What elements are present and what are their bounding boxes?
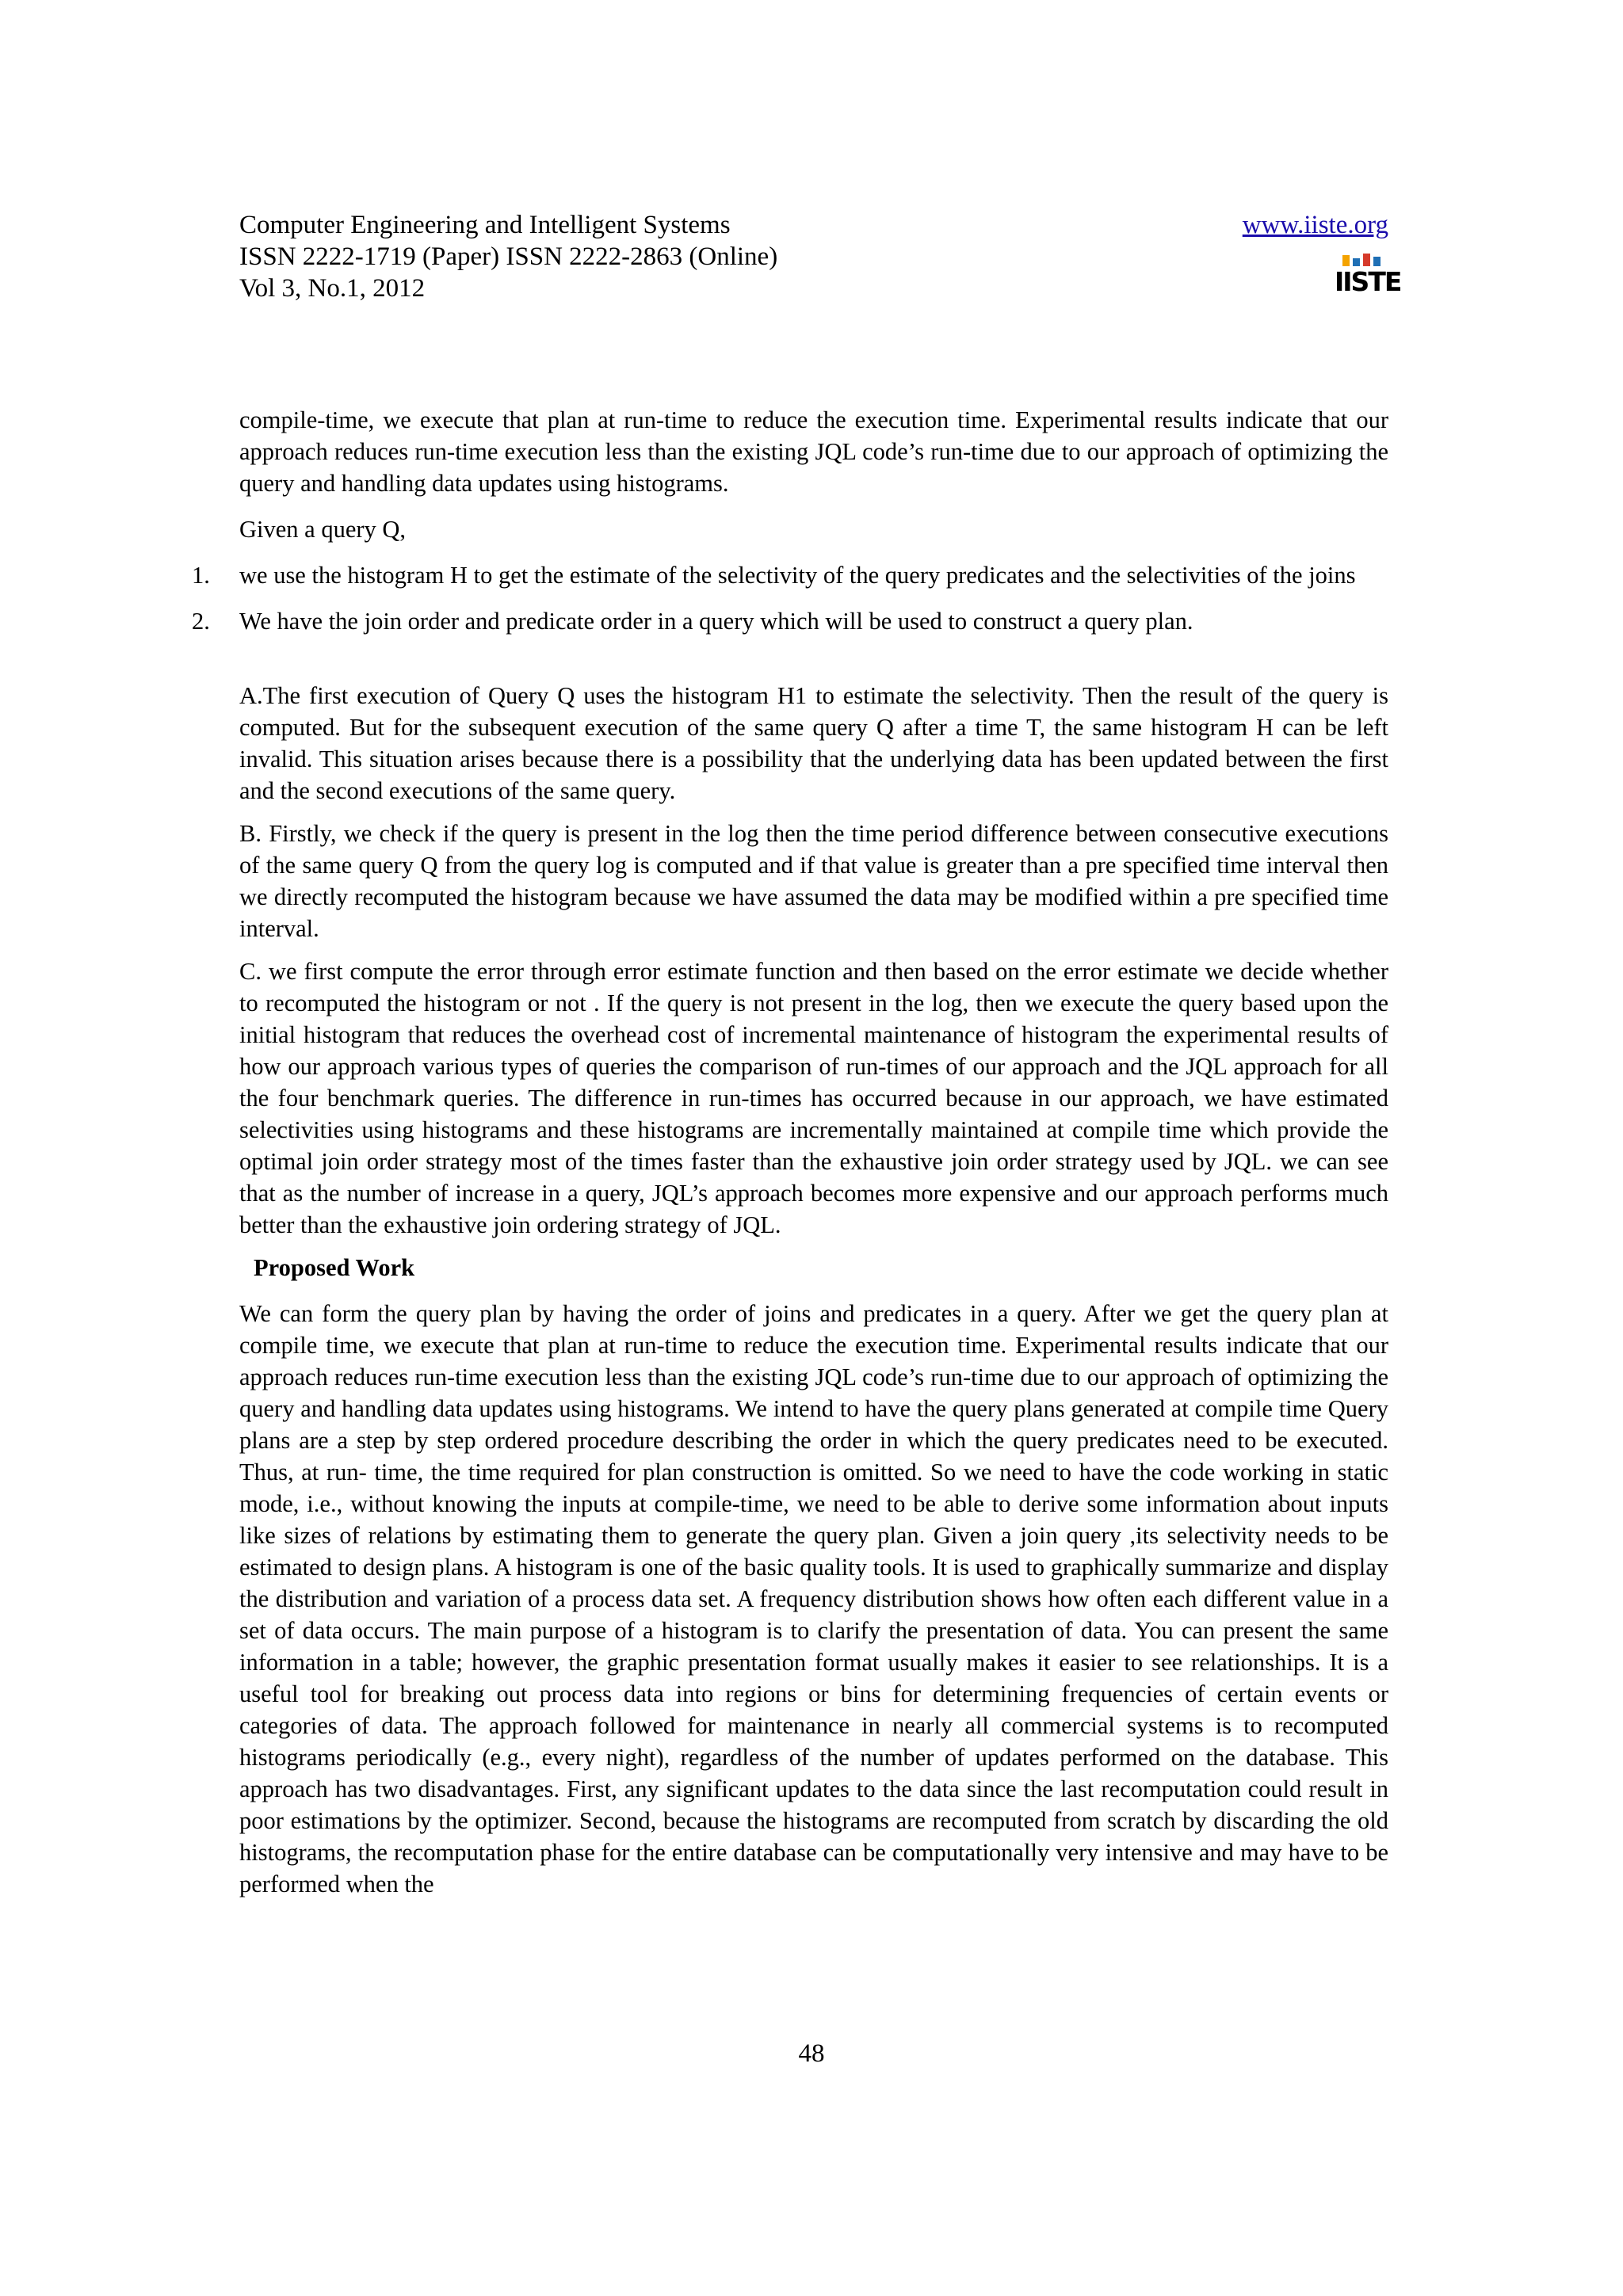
logo-bar — [1373, 257, 1381, 266]
list-text: We have the join order and predicate order in a query which will be used to construct a query plan. — [239, 608, 1193, 635]
logo-bar — [1342, 255, 1350, 266]
volume-line: Vol 3, No.1, 2012 — [239, 274, 426, 303]
section-heading: Proposed Work — [254, 1254, 415, 1281]
paragraph-a: A.The first execution of Query Q uses the histogram H1 to estimate the selectivity. Then the result of the query is computed. But for the subsequent execution of the same query Q after a time T, the same histogram H can be left invalid. This situation arises because there is a possibility that the underlying data has been updated between the first and the second executions of the same query. — [239, 682, 1388, 804]
page-number: 48 — [798, 2039, 825, 2068]
iiste-logo — [1335, 252, 1401, 301]
paragraph-b: B. Firstly, we check if the query is present in the log then the time period difference between consecutive executions of the same query Q from the query log is computed and if that value is greater than a pre specified time interval then we directly recomputed the histogram because we have assumed the data may be modified within a pre specified time interval. — [239, 820, 1388, 942]
list-number: 2. — [192, 608, 210, 635]
logo-text: IISTE — [1335, 266, 1401, 297]
list-number: 1. — [192, 562, 210, 589]
intro-paragraph: compile-time, we execute that plan at run-time to reduce the execution time. Experimental results indicate that our approach reduces run-time execution less than the existing JQL code’s run-time due to our approach of optimizing the query and handling data updates using histograms. — [239, 406, 1388, 497]
list-item — [192, 559, 1388, 591]
given-line: Given a query Q, — [239, 516, 407, 543]
proposed-work-paragraph: We can form the query plan by having the order of joins and predicates in a query. After we get the query plan at compile time, we execute that plan at run-time to reduce the execution time. Experimental results indicate that our approach reduces run-time execution less than the existing JQL code’s run-time due to our approach of optimizing the query and handling data updates using histograms. We intend to have the query plans generated at compile time Query plans are a step by step ordered procedure describing the order in which the query predicates need to be executed. Thus, at run- time, the time required for plan construction is omitted. So we need to have the code working in static mode, i.e., without knowing the inputs at compile-time, we need to be able to derive some information about inputs like sizes of relations by estimating them to generate the query plan. Given a join query ,its selectivity needs to be estimated to design plans. A histogram is one of the basic quality tools. It is used to graphically summarize and display the distribution and variation of a process data set. A frequency distribution shows how often each different value in a set of data occurs. The main purpose of a histogram is to clarify the presentation of data. You can present the same information in a table; however, the graphic presentation format usually makes it easier to see relationships. It is a useful tool for breaking out process data into regions or bins for determining frequencies of certain events or categories of data. The approach followed for maintenance in nearly all commercial systems is to recomputed histograms periodically (e.g., every night), regardless of the number of updates performed on the database. This approach has two disadvantages. First, any significant updates to the data since the last recomputation could result in poor estimations by the optimizer. Second, because the histograms are recomputed from scratch by discarding the old histograms, the recomputation phase for the entire database can be computationally very intensive and may have to be performed when the — [239, 1300, 1388, 1897]
website-link[interactable]: www.iiste.org — [1242, 211, 1388, 239]
page-body — [192, 404, 1388, 1900]
paragraph-c: C. we first compute the error through error estimate function and then based on the error estimate we decide whether to recomputed the histogram or not . If the query is not present in the log, then we execute the query based upon the initial histogram that reduces the overhead cost of incremental maintenance of histogram the experimental results of how our approach various types of queries the comparison of run-times of our approach and the JQL approach for all the four benchmark queries. The difference in run-times has occurred because in our approach, we have estimated selectivities using histograms and these histograms are incrementally maintained at compile time which provide the optimal join order strategy most of the times faster than the exhaustive join order strategy used by JQL. we can see that as the number of increase in a query, JQL’s approach becomes more expensive and our approach performs much better than the exhaustive join ordering strategy of JQL. — [239, 958, 1388, 1238]
page-header — [239, 209, 1401, 304]
logo-bars — [1335, 252, 1388, 266]
journal-title: Computer Engineering and Intelligent Systems — [239, 211, 731, 239]
list-text: we use the histogram H to get the estimate of the selectivity of the query predicates and the selectivities of the joins — [239, 562, 1356, 589]
list-item — [192, 605, 1388, 637]
issn-line: ISSN 2222-1719 (Paper) ISSN 2222-2863 (Online) — [239, 242, 778, 271]
logo-bar — [1363, 254, 1370, 266]
logo-bar — [1353, 258, 1360, 266]
